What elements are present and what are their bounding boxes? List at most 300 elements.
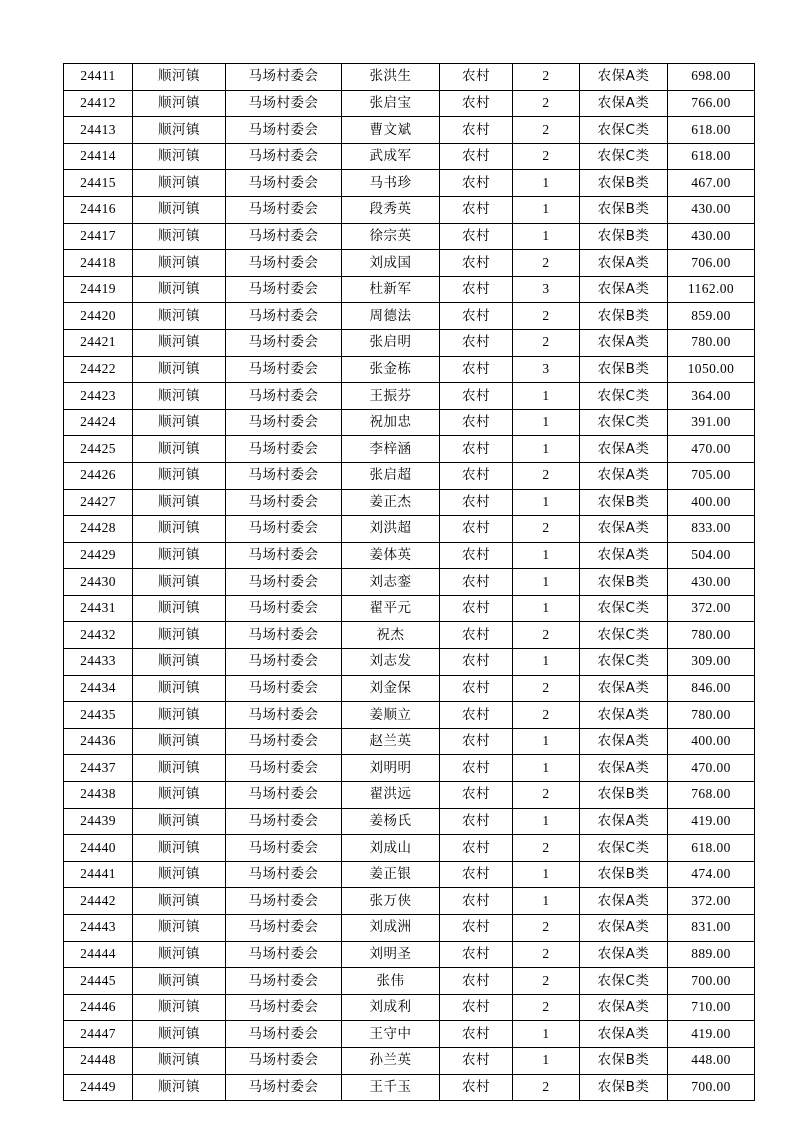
cell-town: 顺河镇 bbox=[133, 1047, 226, 1074]
cell-village: 马场村委会 bbox=[226, 888, 342, 915]
cell-name: 刘明圣 bbox=[342, 941, 440, 968]
cell-id: 24426 bbox=[64, 462, 133, 489]
cell-town: 顺河镇 bbox=[133, 835, 226, 862]
cell-category: 农保A类 bbox=[580, 1021, 668, 1048]
cell-amount: 780.00 bbox=[668, 329, 755, 356]
cell-village: 马场村委会 bbox=[226, 915, 342, 942]
cell-amount: 698.00 bbox=[668, 64, 755, 91]
cell-name: 刘志銮 bbox=[342, 569, 440, 596]
cell-category: 农保A类 bbox=[580, 250, 668, 277]
subsidy-table bbox=[63, 63, 755, 1101]
cell-person-count: 2 bbox=[513, 462, 580, 489]
cell-id: 24435 bbox=[64, 702, 133, 729]
cell-name: 孙兰英 bbox=[342, 1047, 440, 1074]
cell-household-type: 农村 bbox=[440, 117, 513, 144]
cell-category: 农保A类 bbox=[580, 888, 668, 915]
cell-village: 马场村委会 bbox=[226, 90, 342, 117]
cell-town: 顺河镇 bbox=[133, 90, 226, 117]
cell-household-type: 农村 bbox=[440, 170, 513, 197]
cell-town: 顺河镇 bbox=[133, 994, 226, 1021]
cell-amount: 831.00 bbox=[668, 915, 755, 942]
cell-id: 24441 bbox=[64, 861, 133, 888]
cell-name: 刘金保 bbox=[342, 675, 440, 702]
table-row bbox=[64, 888, 755, 915]
cell-amount: 448.00 bbox=[668, 1047, 755, 1074]
cell-village: 马场村委会 bbox=[226, 64, 342, 91]
cell-town: 顺河镇 bbox=[133, 196, 226, 223]
cell-name: 张伟 bbox=[342, 968, 440, 995]
cell-person-count: 2 bbox=[513, 117, 580, 144]
cell-town: 顺河镇 bbox=[133, 276, 226, 303]
cell-id: 24414 bbox=[64, 143, 133, 170]
cell-village: 马场村委会 bbox=[226, 595, 342, 622]
cell-person-count: 1 bbox=[513, 196, 580, 223]
cell-category: 农保C类 bbox=[580, 649, 668, 676]
cell-village: 马场村委会 bbox=[226, 994, 342, 1021]
cell-village: 马场村委会 bbox=[226, 223, 342, 250]
cell-person-count: 1 bbox=[513, 436, 580, 463]
cell-id: 24440 bbox=[64, 835, 133, 862]
cell-town: 顺河镇 bbox=[133, 755, 226, 782]
cell-id: 24419 bbox=[64, 276, 133, 303]
cell-amount: 400.00 bbox=[668, 728, 755, 755]
cell-household-type: 农村 bbox=[440, 755, 513, 782]
cell-amount: 780.00 bbox=[668, 702, 755, 729]
cell-category: 农保A类 bbox=[580, 808, 668, 835]
cell-amount: 706.00 bbox=[668, 250, 755, 277]
cell-id: 24446 bbox=[64, 994, 133, 1021]
table-row bbox=[64, 968, 755, 995]
cell-category: 农保B类 bbox=[580, 1047, 668, 1074]
table-row bbox=[64, 90, 755, 117]
cell-person-count: 2 bbox=[513, 968, 580, 995]
cell-id: 24443 bbox=[64, 915, 133, 942]
cell-name: 刘志发 bbox=[342, 649, 440, 676]
cell-category: 农保B类 bbox=[580, 303, 668, 330]
table-row bbox=[64, 835, 755, 862]
cell-name: 刘成国 bbox=[342, 250, 440, 277]
cell-town: 顺河镇 bbox=[133, 64, 226, 91]
cell-village: 马场村委会 bbox=[226, 276, 342, 303]
cell-id: 24415 bbox=[64, 170, 133, 197]
table-row bbox=[64, 542, 755, 569]
cell-name: 翟平元 bbox=[342, 595, 440, 622]
cell-household-type: 农村 bbox=[440, 968, 513, 995]
cell-person-count: 2 bbox=[513, 915, 580, 942]
cell-household-type: 农村 bbox=[440, 489, 513, 516]
cell-category: 农保A类 bbox=[580, 64, 668, 91]
cell-category: 农保C类 bbox=[580, 622, 668, 649]
cell-town: 顺河镇 bbox=[133, 143, 226, 170]
cell-village: 马场村委会 bbox=[226, 1021, 342, 1048]
cell-category: 农保A类 bbox=[580, 941, 668, 968]
cell-id: 24420 bbox=[64, 303, 133, 330]
cell-village: 马场村委会 bbox=[226, 622, 342, 649]
cell-person-count: 2 bbox=[513, 143, 580, 170]
cell-town: 顺河镇 bbox=[133, 622, 226, 649]
table-row bbox=[64, 622, 755, 649]
cell-name: 武成军 bbox=[342, 143, 440, 170]
cell-category: 农保A类 bbox=[580, 915, 668, 942]
cell-person-count: 2 bbox=[513, 64, 580, 91]
cell-amount: 309.00 bbox=[668, 649, 755, 676]
cell-village: 马场村委会 bbox=[226, 835, 342, 862]
cell-name: 段秀英 bbox=[342, 196, 440, 223]
cell-id: 24417 bbox=[64, 223, 133, 250]
cell-village: 马场村委会 bbox=[226, 462, 342, 489]
cell-household-type: 农村 bbox=[440, 569, 513, 596]
cell-name: 张启宝 bbox=[342, 90, 440, 117]
cell-category: 农保A类 bbox=[580, 542, 668, 569]
cell-amount: 780.00 bbox=[668, 622, 755, 649]
cell-town: 顺河镇 bbox=[133, 941, 226, 968]
cell-village: 马场村委会 bbox=[226, 303, 342, 330]
cell-amount: 618.00 bbox=[668, 835, 755, 862]
cell-person-count: 3 bbox=[513, 356, 580, 383]
cell-id: 24449 bbox=[64, 1074, 133, 1101]
cell-household-type: 农村 bbox=[440, 542, 513, 569]
cell-household-type: 农村 bbox=[440, 64, 513, 91]
cell-person-count: 2 bbox=[513, 1074, 580, 1101]
cell-amount: 419.00 bbox=[668, 808, 755, 835]
cell-category: 农保A类 bbox=[580, 462, 668, 489]
cell-id: 24448 bbox=[64, 1047, 133, 1074]
cell-category: 农保A类 bbox=[580, 90, 668, 117]
table-row bbox=[64, 702, 755, 729]
cell-household-type: 农村 bbox=[440, 409, 513, 436]
cell-name: 张启超 bbox=[342, 462, 440, 489]
cell-amount: 391.00 bbox=[668, 409, 755, 436]
cell-village: 马场村委会 bbox=[226, 1074, 342, 1101]
cell-town: 顺河镇 bbox=[133, 462, 226, 489]
cell-id: 24424 bbox=[64, 409, 133, 436]
cell-name: 姜正银 bbox=[342, 861, 440, 888]
cell-id: 24411 bbox=[64, 64, 133, 91]
table-row bbox=[64, 223, 755, 250]
table-row bbox=[64, 649, 755, 676]
cell-amount: 859.00 bbox=[668, 303, 755, 330]
cell-person-count: 1 bbox=[513, 223, 580, 250]
cell-name: 王振芬 bbox=[342, 383, 440, 410]
cell-town: 顺河镇 bbox=[133, 569, 226, 596]
cell-person-count: 2 bbox=[513, 329, 580, 356]
cell-town: 顺河镇 bbox=[133, 117, 226, 144]
cell-id: 24416 bbox=[64, 196, 133, 223]
cell-id: 24439 bbox=[64, 808, 133, 835]
cell-town: 顺河镇 bbox=[133, 675, 226, 702]
cell-person-count: 2 bbox=[513, 702, 580, 729]
cell-person-count: 1 bbox=[513, 170, 580, 197]
cell-name: 刘成利 bbox=[342, 994, 440, 1021]
cell-name: 翟洪远 bbox=[342, 782, 440, 809]
cell-household-type: 农村 bbox=[440, 595, 513, 622]
cell-town: 顺河镇 bbox=[133, 1074, 226, 1101]
cell-amount: 1162.00 bbox=[668, 276, 755, 303]
table-row bbox=[64, 808, 755, 835]
table-row bbox=[64, 861, 755, 888]
cell-village: 马场村委会 bbox=[226, 117, 342, 144]
cell-category: 农保A类 bbox=[580, 728, 668, 755]
cell-village: 马场村委会 bbox=[226, 250, 342, 277]
cell-name: 李梓涵 bbox=[342, 436, 440, 463]
cell-person-count: 1 bbox=[513, 542, 580, 569]
table-row bbox=[64, 250, 755, 277]
cell-household-type: 农村 bbox=[440, 196, 513, 223]
cell-amount: 372.00 bbox=[668, 888, 755, 915]
cell-amount: 833.00 bbox=[668, 516, 755, 543]
cell-amount: 372.00 bbox=[668, 595, 755, 622]
cell-village: 马场村委会 bbox=[226, 1047, 342, 1074]
table-row bbox=[64, 994, 755, 1021]
cell-town: 顺河镇 bbox=[133, 489, 226, 516]
cell-category: 农保C类 bbox=[580, 409, 668, 436]
cell-person-count: 1 bbox=[513, 808, 580, 835]
cell-town: 顺河镇 bbox=[133, 808, 226, 835]
cell-name: 张金栋 bbox=[342, 356, 440, 383]
table-row bbox=[64, 941, 755, 968]
cell-category: 农保C类 bbox=[580, 968, 668, 995]
cell-name: 姜体英 bbox=[342, 542, 440, 569]
cell-name: 王千玉 bbox=[342, 1074, 440, 1101]
cell-person-count: 1 bbox=[513, 649, 580, 676]
cell-household-type: 农村 bbox=[440, 675, 513, 702]
cell-id: 24423 bbox=[64, 383, 133, 410]
cell-village: 马场村委会 bbox=[226, 383, 342, 410]
cell-village: 马场村委会 bbox=[226, 170, 342, 197]
cell-household-type: 农村 bbox=[440, 276, 513, 303]
cell-person-count: 2 bbox=[513, 250, 580, 277]
cell-id: 24428 bbox=[64, 516, 133, 543]
cell-name: 姜正杰 bbox=[342, 489, 440, 516]
cell-village: 马场村委会 bbox=[226, 489, 342, 516]
cell-town: 顺河镇 bbox=[133, 303, 226, 330]
cell-person-count: 1 bbox=[513, 755, 580, 782]
cell-village: 马场村委会 bbox=[226, 941, 342, 968]
cell-name: 张启明 bbox=[342, 329, 440, 356]
cell-person-count: 2 bbox=[513, 941, 580, 968]
cell-household-type: 农村 bbox=[440, 1021, 513, 1048]
table-row bbox=[64, 436, 755, 463]
cell-household-type: 农村 bbox=[440, 861, 513, 888]
cell-town: 顺河镇 bbox=[133, 968, 226, 995]
cell-id: 24431 bbox=[64, 595, 133, 622]
cell-person-count: 2 bbox=[513, 835, 580, 862]
cell-id: 24422 bbox=[64, 356, 133, 383]
cell-amount: 846.00 bbox=[668, 675, 755, 702]
cell-name: 张万侠 bbox=[342, 888, 440, 915]
cell-town: 顺河镇 bbox=[133, 728, 226, 755]
cell-category: 农保B类 bbox=[580, 861, 668, 888]
cell-category: 农保A类 bbox=[580, 516, 668, 543]
cell-category: 农保B类 bbox=[580, 1074, 668, 1101]
table-row bbox=[64, 1021, 755, 1048]
cell-person-count: 1 bbox=[513, 489, 580, 516]
cell-category: 农保B类 bbox=[580, 782, 668, 809]
cell-amount: 700.00 bbox=[668, 968, 755, 995]
cell-amount: 474.00 bbox=[668, 861, 755, 888]
table-row bbox=[64, 276, 755, 303]
cell-person-count: 1 bbox=[513, 595, 580, 622]
cell-town: 顺河镇 bbox=[133, 861, 226, 888]
cell-person-count: 1 bbox=[513, 409, 580, 436]
cell-village: 马场村委会 bbox=[226, 755, 342, 782]
table-row bbox=[64, 728, 755, 755]
cell-household-type: 农村 bbox=[440, 1047, 513, 1074]
cell-town: 顺河镇 bbox=[133, 888, 226, 915]
cell-amount: 766.00 bbox=[668, 90, 755, 117]
cell-amount: 364.00 bbox=[668, 383, 755, 410]
cell-town: 顺河镇 bbox=[133, 782, 226, 809]
cell-name: 刘明明 bbox=[342, 755, 440, 782]
cell-household-type: 农村 bbox=[440, 622, 513, 649]
cell-category: 农保B类 bbox=[580, 489, 668, 516]
cell-name: 姜顺立 bbox=[342, 702, 440, 729]
cell-category: 农保B类 bbox=[580, 356, 668, 383]
cell-id: 24432 bbox=[64, 622, 133, 649]
cell-household-type: 农村 bbox=[440, 516, 513, 543]
cell-id: 24413 bbox=[64, 117, 133, 144]
cell-id: 24444 bbox=[64, 941, 133, 968]
cell-village: 马场村委会 bbox=[226, 968, 342, 995]
cell-household-type: 农村 bbox=[440, 462, 513, 489]
cell-id: 24427 bbox=[64, 489, 133, 516]
cell-name: 祝加忠 bbox=[342, 409, 440, 436]
table-row bbox=[64, 170, 755, 197]
cell-village: 马场村委会 bbox=[226, 542, 342, 569]
cell-household-type: 农村 bbox=[440, 143, 513, 170]
cell-household-type: 农村 bbox=[440, 994, 513, 1021]
table-row bbox=[64, 516, 755, 543]
cell-household-type: 农村 bbox=[440, 250, 513, 277]
cell-village: 马场村委会 bbox=[226, 409, 342, 436]
cell-village: 马场村委会 bbox=[226, 143, 342, 170]
cell-village: 马场村委会 bbox=[226, 516, 342, 543]
cell-household-type: 农村 bbox=[440, 383, 513, 410]
table-row bbox=[64, 675, 755, 702]
cell-village: 马场村委会 bbox=[226, 728, 342, 755]
cell-village: 马场村委会 bbox=[226, 356, 342, 383]
cell-town: 顺河镇 bbox=[133, 329, 226, 356]
table-row bbox=[64, 915, 755, 942]
table-row bbox=[64, 196, 755, 223]
cell-village: 马场村委会 bbox=[226, 782, 342, 809]
cell-id: 24447 bbox=[64, 1021, 133, 1048]
cell-person-count: 2 bbox=[513, 994, 580, 1021]
cell-id: 24412 bbox=[64, 90, 133, 117]
cell-household-type: 农村 bbox=[440, 223, 513, 250]
cell-amount: 768.00 bbox=[668, 782, 755, 809]
cell-name: 刘成山 bbox=[342, 835, 440, 862]
cell-category: 农保A类 bbox=[580, 675, 668, 702]
cell-person-count: 2 bbox=[513, 516, 580, 543]
table-row bbox=[64, 595, 755, 622]
cell-person-count: 1 bbox=[513, 861, 580, 888]
table-row bbox=[64, 462, 755, 489]
cell-person-count: 1 bbox=[513, 569, 580, 596]
cell-household-type: 农村 bbox=[440, 356, 513, 383]
cell-household-type: 农村 bbox=[440, 649, 513, 676]
cell-village: 马场村委会 bbox=[226, 675, 342, 702]
cell-person-count: 2 bbox=[513, 675, 580, 702]
cell-household-type: 农村 bbox=[440, 915, 513, 942]
cell-person-count: 2 bbox=[513, 782, 580, 809]
cell-town: 顺河镇 bbox=[133, 223, 226, 250]
cell-name: 王守中 bbox=[342, 1021, 440, 1048]
cell-amount: 430.00 bbox=[668, 196, 755, 223]
cell-town: 顺河镇 bbox=[133, 250, 226, 277]
cell-name: 周德法 bbox=[342, 303, 440, 330]
cell-id: 24445 bbox=[64, 968, 133, 995]
cell-household-type: 农村 bbox=[440, 90, 513, 117]
cell-amount: 430.00 bbox=[668, 223, 755, 250]
cell-household-type: 农村 bbox=[440, 808, 513, 835]
table-body bbox=[64, 64, 755, 1101]
cell-person-count: 1 bbox=[513, 1047, 580, 1074]
cell-category: 农保B类 bbox=[580, 196, 668, 223]
cell-village: 马场村委会 bbox=[226, 569, 342, 596]
cell-id: 24436 bbox=[64, 728, 133, 755]
cell-village: 马场村委会 bbox=[226, 649, 342, 676]
cell-person-count: 1 bbox=[513, 383, 580, 410]
cell-town: 顺河镇 bbox=[133, 595, 226, 622]
cell-person-count: 2 bbox=[513, 303, 580, 330]
cell-household-type: 农村 bbox=[440, 941, 513, 968]
cell-name: 刘洪超 bbox=[342, 516, 440, 543]
cell-household-type: 农村 bbox=[440, 835, 513, 862]
cell-id: 24421 bbox=[64, 329, 133, 356]
cell-household-type: 农村 bbox=[440, 329, 513, 356]
cell-town: 顺河镇 bbox=[133, 516, 226, 543]
cell-category: 农保C类 bbox=[580, 383, 668, 410]
cell-town: 顺河镇 bbox=[133, 436, 226, 463]
cell-name: 杜新军 bbox=[342, 276, 440, 303]
table-row bbox=[64, 409, 755, 436]
cell-category: 农保C类 bbox=[580, 595, 668, 622]
cell-town: 顺河镇 bbox=[133, 356, 226, 383]
cell-category: 农保B类 bbox=[580, 569, 668, 596]
cell-amount: 430.00 bbox=[668, 569, 755, 596]
cell-name: 马书珍 bbox=[342, 170, 440, 197]
cell-person-count: 3 bbox=[513, 276, 580, 303]
cell-village: 马场村委会 bbox=[226, 808, 342, 835]
cell-name: 徐宗英 bbox=[342, 223, 440, 250]
cell-amount: 400.00 bbox=[668, 489, 755, 516]
table-row bbox=[64, 303, 755, 330]
cell-village: 马场村委会 bbox=[226, 196, 342, 223]
cell-amount: 700.00 bbox=[668, 1074, 755, 1101]
cell-town: 顺河镇 bbox=[133, 1021, 226, 1048]
cell-category: 农保A类 bbox=[580, 436, 668, 463]
cell-amount: 889.00 bbox=[668, 941, 755, 968]
cell-id: 24438 bbox=[64, 782, 133, 809]
cell-village: 马场村委会 bbox=[226, 861, 342, 888]
cell-village: 马场村委会 bbox=[226, 329, 342, 356]
cell-amount: 467.00 bbox=[668, 170, 755, 197]
table-row bbox=[64, 782, 755, 809]
cell-category: 农保A类 bbox=[580, 329, 668, 356]
cell-household-type: 农村 bbox=[440, 782, 513, 809]
table-row bbox=[64, 329, 755, 356]
table-row bbox=[64, 569, 755, 596]
cell-name: 姜杨氏 bbox=[342, 808, 440, 835]
cell-id: 24434 bbox=[64, 675, 133, 702]
cell-amount: 419.00 bbox=[668, 1021, 755, 1048]
cell-town: 顺河镇 bbox=[133, 383, 226, 410]
cell-id: 24429 bbox=[64, 542, 133, 569]
cell-household-type: 农村 bbox=[440, 436, 513, 463]
cell-category: 农保A类 bbox=[580, 276, 668, 303]
table-row bbox=[64, 755, 755, 782]
